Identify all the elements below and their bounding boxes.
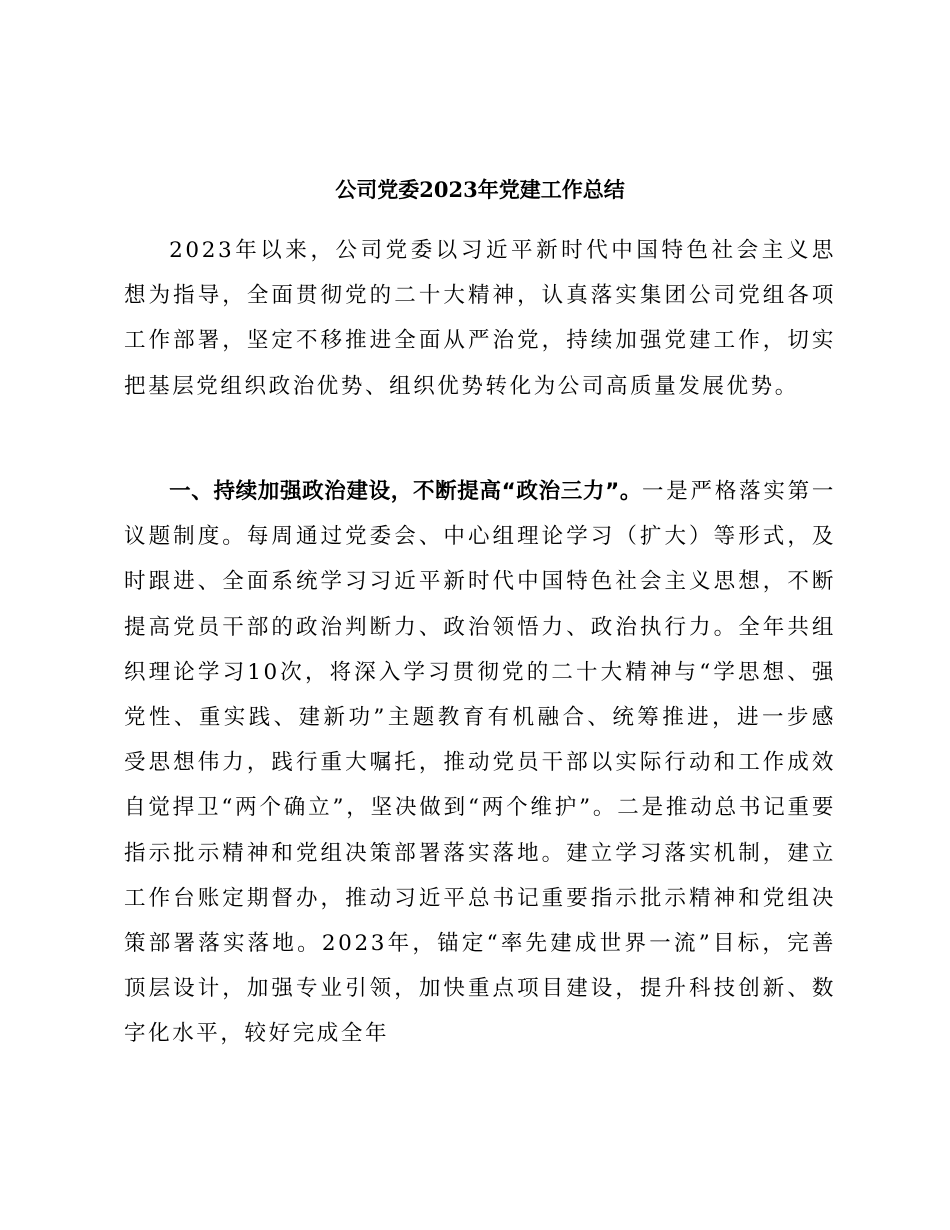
section-one-paragraph [124,469,836,1057]
section-heading: 一、持续加强政治建设，不断提高“政治三力”。 [169,479,643,504]
document-title: 公司党委2023年党建工作总结 [335,177,625,202]
intro-paragraph [124,228,836,409]
paragraph-text: 一是严格落实第一议题制度。每周通过党委会、中心组理论学习（扩大）等形式，及时跟进、全面系统学习习近平新时代中国特色社会主义思想，不断提高党员干部的政治判断力、政治领悟力、政治执行力。全年共组织理论学习10次，将深入学习贯彻党的二十大精神与“学思想、强党性、重实践、建新功”主题教育有机融合、统筹推进，进一步感受思想伟力，践行重大嘱托，推动党员干部以实际行动和工作成效自觉捍卫“两个确立”，坚决做到“两个维护”。二是推动总书记重要指示批示精神和党组决策部署落实落地。建立学习落实机制，建立工作台账定期督办，推动习近平总书记重要指示批示精神和党组决策部署落实落地。2023年，锚定“率先建成世界一流”目标，完善顶层设计，加强专业引领，加快重点项目建设，提升科技创新、数字化水平，较好完成全年 [124,479,836,1047]
paragraph-text: 2023年以来，公司党委以习近平新时代中国特色社会主义思想为指导，全面贯彻党的二十大精神，认真落实集团公司党组各项工作部署，坚定不移推进全面从严治党，持续加强党建工作，切实把基层党组织政治优势、组织优势转化为公司高质量发展优势。 [124,238,836,399]
